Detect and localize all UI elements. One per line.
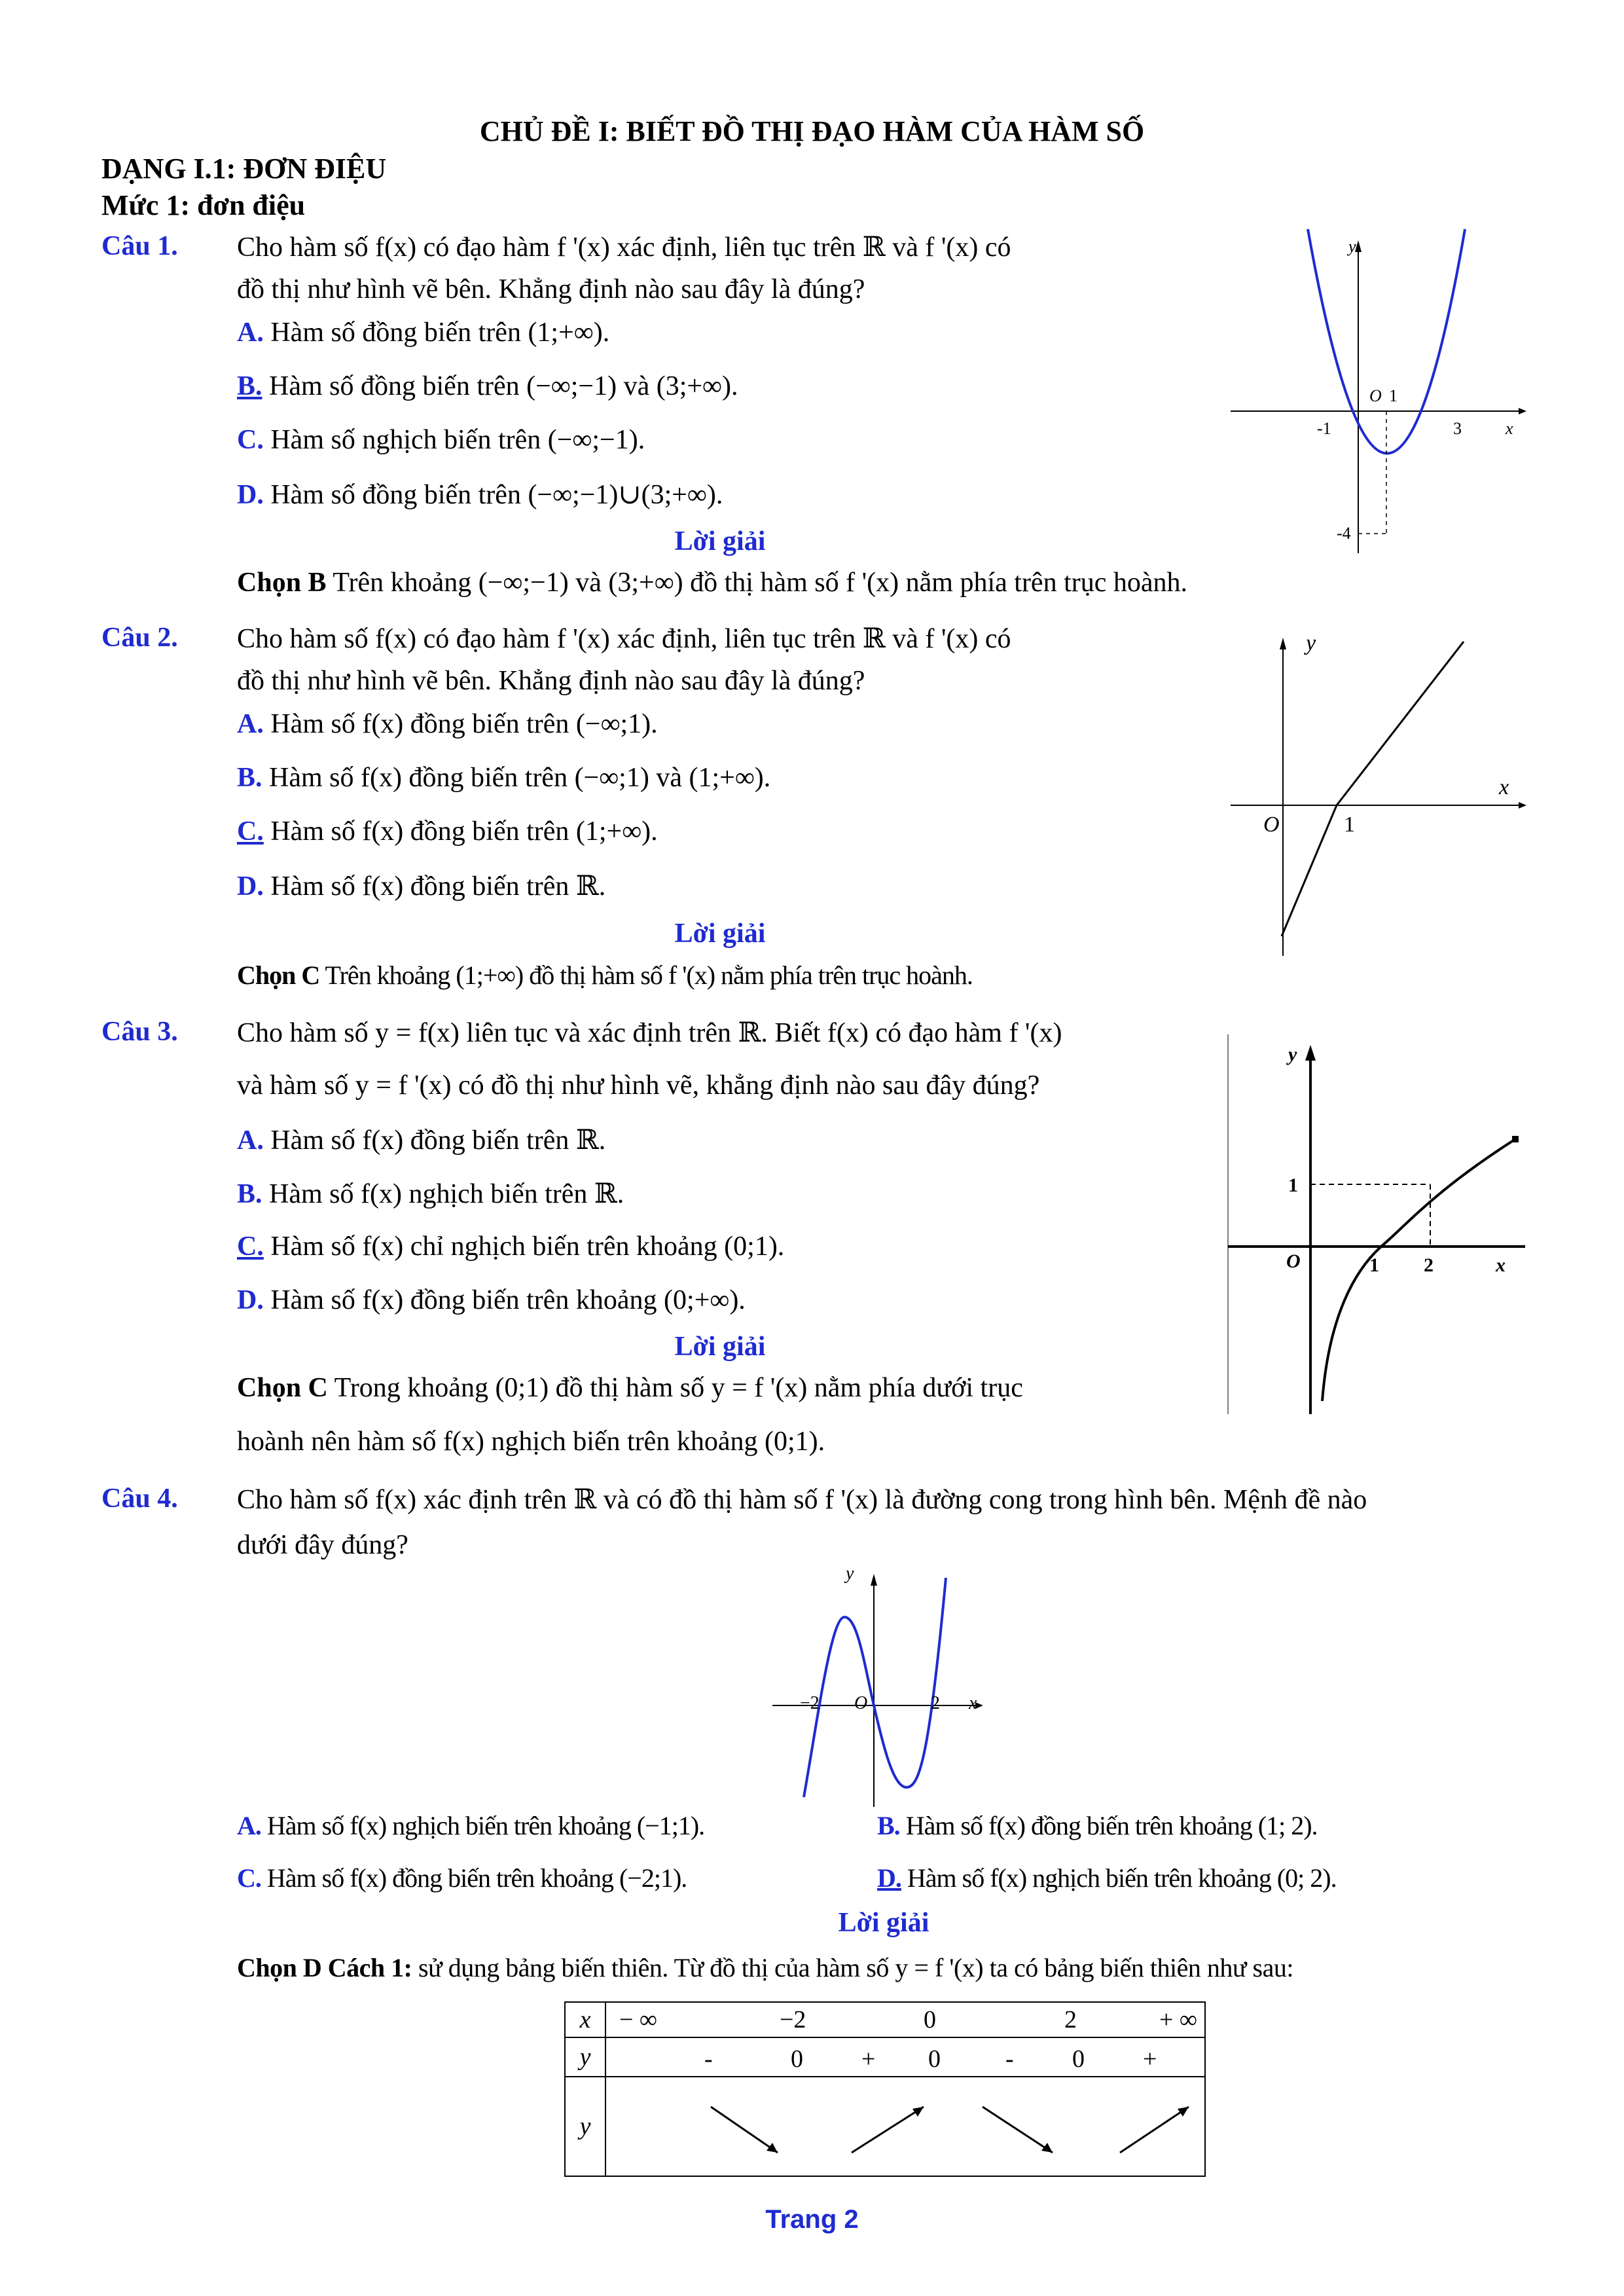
question-1-stem-line1: Cho hàm số f(x) có đạo hàm f '(x) xác định, liên tục trên ℝ và f '(x) có	[237, 232, 1011, 263]
q2-label-o: O	[1263, 812, 1280, 837]
page-number: Trang 2	[765, 2205, 859, 2234]
q4-answer: Chọn D Cách 1: sử dụng bảng biến thiên. Từ đồ thị của hàm số y = f '(x) ta có bảng biến thiên như sau:	[237, 1953, 1293, 1982]
arrow-up-1	[852, 2107, 924, 2153]
question-2-stem-line2: đồ thị như hình vẽ bên. Khẳng định nào sau đây là đúng?	[237, 666, 865, 696]
table-row-x	[565, 2002, 1205, 2037]
q1-label-m4: -4	[1337, 524, 1351, 543]
q4-y-arrow	[871, 1574, 877, 1586]
question-1-stem-line2: đồ thị như hình vẽ bên. Khẳng định nào sau đây là đúng?	[237, 274, 865, 304]
q1-label-1: 1	[1389, 386, 1398, 405]
q3-solution-heading: Lời giải	[674, 1332, 766, 1362]
table-label-x: x	[565, 2002, 605, 2037]
level-heading: Mức 1: đơn điệu	[101, 189, 306, 221]
x-m2: −2	[780, 2006, 806, 2033]
q4-option-a[interactable]: A. Hàm số f(x) nghịch biến trên khoảng (−1;1).	[237, 1811, 705, 1840]
q2-line-graph	[1282, 642, 1464, 936]
arrow-down-2	[983, 2107, 1053, 2153]
variation-table	[564, 2001, 1206, 2177]
q2-answer: Chọn C Trên khoảng (1;+∞) đồ thị hàm số f '(x) nằm phía trên trục hoành.	[237, 960, 973, 990]
q2-option-c[interactable]: C. Hàm số f(x) đồng biến trên (1;+∞).	[237, 816, 658, 847]
question-2-label: Câu 2.	[101, 623, 178, 653]
question-4-stem-line2: dưới đây đúng?	[237, 1530, 408, 1560]
q3-y-arrow	[1305, 1045, 1316, 1061]
table-arrows	[605, 2077, 1205, 2176]
q1-option-b[interactable]: B. Hàm số đồng biến trên (−∞;−1) và (3;+∞).	[237, 371, 738, 401]
q1-option-d[interactable]: D. Hàm số đồng biến trên (−∞;−1)∪(3;+∞).	[237, 480, 723, 510]
q3-option-b[interactable]: B. Hàm số f(x) nghịch biến trên ℝ.	[237, 1179, 624, 1209]
zero-1: 0	[791, 2045, 803, 2073]
q2-option-a[interactable]: A. Hàm số f(x) đồng biến trên (−∞;1).	[237, 709, 658, 739]
q1-option-c[interactable]: C. Hàm số nghịch biến trên (−∞;−1).	[237, 425, 645, 455]
table-label-y: y	[565, 2077, 605, 2176]
question-2-stem-line1: Cho hàm số f(x) có đạo hàm f '(x) xác định, liên tục trên ℝ và f '(x) có	[237, 624, 1011, 654]
zero-3: 0	[1072, 2045, 1085, 2073]
q1-x-arrow	[1519, 408, 1526, 414]
q4-label-x: x	[969, 1693, 977, 1713]
q4-solution-heading: Lời giải	[838, 1908, 929, 1938]
q4-option-c[interactable]: C. Hàm số f(x) đồng biến trên khoảng (−2;1).	[237, 1863, 687, 1893]
x-minus-inf: − ∞	[619, 2006, 658, 2033]
q2-option-d[interactable]: D. Hàm số f(x) đồng biến trên ℝ.	[237, 871, 606, 902]
q1-solution-heading: Lời giải	[674, 526, 766, 556]
q3-answer-line2: hoành nên hàm số f(x) nghịch biến trên khoảng (0;1).	[237, 1427, 825, 1457]
q1-label-m1: -1	[1317, 419, 1331, 438]
q3-curve	[1322, 1139, 1515, 1401]
question-3-stem-line1: Cho hàm số y = f(x) liên tục và xác định trên ℝ. Biết f(x) có đạo hàm f '(x)	[237, 1018, 1062, 1048]
table-row-derivative	[565, 2037, 1205, 2077]
q1-label-o: O	[1369, 386, 1382, 405]
question-1-label: Câu 1.	[101, 231, 178, 261]
arrow-up-2	[1120, 2107, 1189, 2153]
q1-option-a[interactable]: A. Hàm số đồng biến trên (1;+∞).	[237, 318, 610, 348]
variation-arrows	[606, 2077, 1207, 2176]
question-3-label: Câu 3.	[101, 1017, 178, 1047]
q3-label-y1: 1	[1288, 1175, 1298, 1196]
q4-label-y: y	[846, 1563, 854, 1584]
q3-label-2: 2	[1424, 1254, 1434, 1276]
table-sign-values	[605, 2037, 1205, 2077]
q2-label-x: x	[1499, 775, 1509, 799]
q2-y-arrow	[1280, 638, 1286, 649]
q3-label-x: x	[1496, 1254, 1506, 1276]
table-row-function	[565, 2077, 1205, 2176]
x-0: 0	[924, 2006, 936, 2033]
q1-label-y: y	[1348, 237, 1356, 256]
x-2: 2	[1064, 2006, 1077, 2033]
q3-option-a[interactable]: A. Hàm số f(x) đồng biến trên ℝ.	[237, 1125, 606, 1156]
q4-label-2: 2	[931, 1693, 940, 1713]
q3-label-1: 1	[1369, 1254, 1379, 1276]
question-4-stem-line1: Cho hàm số f(x) xác định trên ℝ và có đồ thị hàm số f '(x) là đường cong trong hình bên. Mệnh đề nào	[237, 1485, 1367, 1515]
sign-2: +	[861, 2045, 876, 2073]
question-4-label: Câu 4.	[101, 1484, 178, 1514]
q1-label-x: x	[1506, 419, 1513, 438]
q2-label-1: 1	[1344, 812, 1355, 837]
q3-label-y: y	[1288, 1044, 1297, 1065]
sign-1: -	[704, 2045, 713, 2073]
q2-solution-heading: Lời giải	[674, 919, 766, 949]
q1-derivative-graph	[1231, 226, 1532, 553]
sign-4: +	[1143, 2045, 1157, 2073]
q2-x-arrow	[1519, 802, 1526, 809]
page-title: CHỦ ĐỀ I: BIẾT ĐỒ THỊ ĐẠO HÀM CỦA HÀM SỐ	[479, 115, 1145, 147]
zero-2: 0	[928, 2045, 941, 2073]
q3-option-c[interactable]: C. Hàm số f(x) chỉ nghịch biến trên khoảng (0;1).	[237, 1231, 785, 1262]
q2-derivative-graph	[1231, 629, 1532, 956]
q4-option-b[interactable]: B. Hàm số f(x) đồng biến trên khoảng (1; 2).	[877, 1811, 1318, 1840]
x-plus-inf: + ∞	[1159, 2006, 1198, 2033]
q2-label-y: y	[1306, 631, 1316, 655]
sign-3: -	[1005, 2045, 1014, 2073]
q1-label-3: 3	[1453, 419, 1462, 438]
q2-option-b[interactable]: B. Hàm số f(x) đồng biến trên (−∞;1) và (1;+∞).	[237, 763, 771, 793]
q3-label-o: O	[1286, 1250, 1301, 1272]
q4-label-o: O	[854, 1693, 868, 1713]
q3-answer-line1: Chọn C Trong khoảng (0;1) đồ thị hàm số y = f '(x) nằm phía dưới trục	[237, 1373, 1023, 1403]
q4-label-m2: −2	[800, 1693, 820, 1713]
q3-derivative-graph	[1224, 1034, 1532, 1414]
q4-option-d[interactable]: D. Hàm số f(x) nghịch biến trên khoảng (0; 2).	[877, 1863, 1337, 1893]
table-x-values	[605, 2002, 1205, 2037]
section-heading: DẠNG I.1: ĐƠN ĐIỆU	[101, 153, 387, 185]
q4-derivative-graph	[772, 1558, 988, 1807]
arrow-down-1	[711, 2107, 778, 2153]
q3-end-point	[1512, 1136, 1519, 1142]
q4-cubic-curve	[804, 1578, 946, 1797]
question-3-stem-line2: và hàm số y = f '(x) có đồ thị như hình vẽ, khẳng định nào sau đây đúng?	[237, 1070, 1040, 1101]
q1-answer: Chọn B Trên khoảng (−∞;−1) và (3;+∞) đồ thị hàm số f '(x) nằm phía trên trục hoành.	[237, 568, 1188, 598]
table-label-yprime: y	[565, 2037, 605, 2077]
q3-option-d[interactable]: D. Hàm số f(x) đồng biến trên khoảng (0;+∞).	[237, 1285, 746, 1315]
